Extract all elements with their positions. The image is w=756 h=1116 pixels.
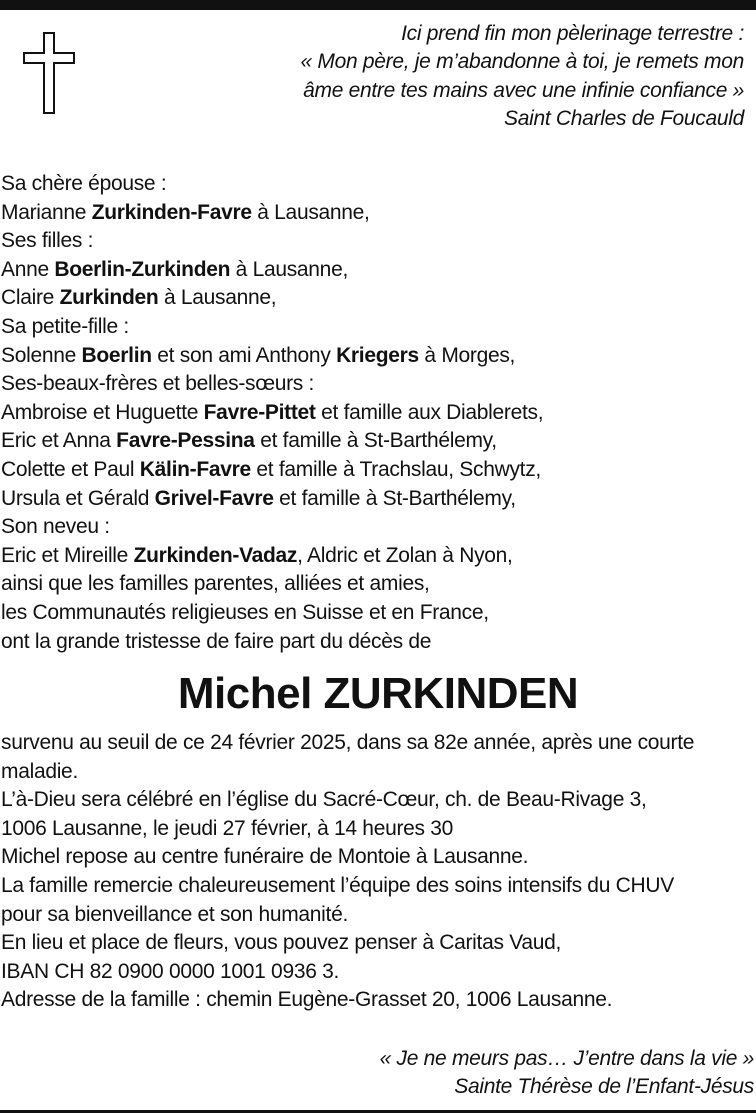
family-surname: Boerlin bbox=[81, 343, 152, 367]
family-line bbox=[1, 256, 751, 285]
family-text: et famille à St-Barthélemy, bbox=[254, 429, 497, 453]
details-line: IBAN CH 82 0900 0000 1001 0936 3. bbox=[1, 959, 340, 983]
details-line: maladie. bbox=[1, 759, 78, 783]
family-text: Sa petite-fille : bbox=[1, 314, 129, 338]
family-line bbox=[1, 427, 751, 456]
family-line bbox=[1, 570, 751, 599]
family-line bbox=[1, 513, 751, 542]
family-text: et son ami Anthony bbox=[151, 343, 337, 367]
announcement-details bbox=[1, 729, 753, 1015]
family-text: et famille à Trachslau, Schwytz, bbox=[250, 457, 541, 481]
family-text: à Lausanne, bbox=[158, 286, 277, 310]
family-line bbox=[1, 284, 751, 313]
family-surname: Kriegers bbox=[336, 343, 419, 367]
family-text: ont la grande tristesse de faire part du décès de bbox=[1, 629, 432, 653]
family-text: , Aldric et Zolan à Nyon, bbox=[297, 543, 513, 567]
family-surname: Zurkinden bbox=[59, 286, 159, 310]
family-line bbox=[1, 199, 751, 228]
family-line bbox=[1, 313, 751, 342]
family-text: Eric et Mireille bbox=[1, 543, 134, 567]
family-text: Ses filles : bbox=[1, 229, 94, 253]
family-text: Ambroise et Huguette bbox=[1, 400, 204, 424]
family-text: Marianne bbox=[1, 200, 92, 224]
family-text: à Lausanne, bbox=[251, 200, 370, 224]
top-border-rule bbox=[0, 0, 756, 10]
opening-quote-line: Ici prend fin mon pèlerinage terrestre : bbox=[401, 22, 744, 45]
family-line bbox=[1, 628, 751, 657]
family-text: Colette et Paul bbox=[1, 457, 140, 481]
family-text: Ursula et Gérald bbox=[1, 486, 155, 510]
family-text: les Communautés religieuses en Suisse et en France, bbox=[1, 600, 489, 624]
family-surname: Zurkinden-Vadaz bbox=[133, 543, 298, 567]
opening-quote-line: « Mon père, je m’abandonne à toi, je remets mon bbox=[300, 50, 744, 74]
closing-quote-line: « Je ne meurs pas… J’entre dans la vie » bbox=[379, 1047, 754, 1070]
family-text: Anne bbox=[1, 257, 55, 281]
family-surname: Grivel-Favre bbox=[154, 486, 274, 510]
opening-quote-line: âme entre tes mains avec une infinie confiance » bbox=[303, 78, 744, 102]
family-line bbox=[1, 342, 751, 371]
family-line bbox=[1, 399, 751, 428]
family-text: Claire bbox=[1, 286, 60, 310]
details-line: L’à-Dieu sera célébré en l’église du Sacré-Cœur, ch. de Beau-Rivage 3, bbox=[1, 788, 647, 812]
closing-quote bbox=[274, 1045, 754, 1101]
details-line: La famille remercie chaleureusement l’équipe des soins intensifs du CHUV bbox=[1, 873, 674, 897]
family-line bbox=[1, 542, 751, 571]
cross-icon bbox=[22, 32, 76, 114]
details-line: Michel repose au centre funéraire de Montoie à Lausanne. bbox=[1, 845, 529, 869]
details-line: survenu au seuil de ce 24 février 2025, dans sa 82e année, après une courte bbox=[1, 731, 695, 754]
family-surname: Kälin-Favre bbox=[139, 457, 251, 481]
family-text: Eric et Anna bbox=[1, 429, 117, 453]
family-line bbox=[1, 485, 751, 514]
family-announcement bbox=[1, 170, 751, 656]
details-line: En lieu et place de fleurs, vous pouvez penser à Caritas Vaud, bbox=[1, 931, 562, 955]
opening-quote-author: Saint Charles de Foucauld bbox=[504, 106, 744, 130]
family-surname: Zurkinden-Favre bbox=[91, 200, 252, 224]
details-line: pour sa bienveillance et son humanité. bbox=[1, 902, 348, 926]
details-line: Adresse de la famille : chemin Eugène-Grasset 20, 1006 Lausanne. bbox=[1, 988, 613, 1012]
family-line bbox=[1, 599, 751, 628]
details-line: 1006 Lausanne, le jeudi 27 février, à 14 heures 30 bbox=[1, 816, 454, 840]
opening-quote bbox=[264, 20, 744, 133]
family-text: et famille aux Diablerets, bbox=[315, 400, 544, 424]
family-line bbox=[1, 170, 751, 199]
family-text: à Morges, bbox=[418, 343, 516, 367]
family-surname: Boerlin-Zurkinden bbox=[54, 257, 231, 281]
family-text: Sa chère épouse : bbox=[1, 172, 167, 195]
family-text: à Lausanne, bbox=[230, 257, 348, 281]
family-surname: Favre-Pittet bbox=[203, 400, 316, 424]
family-text: Solenne bbox=[1, 343, 82, 367]
family-text: et famille à St-Barthélemy, bbox=[273, 486, 516, 510]
closing-quote-author: Sainte Thérèse de l’Enfant-Jésus bbox=[454, 1075, 754, 1098]
family-text: ainsi que les familles parentes, alliées et amies, bbox=[1, 572, 430, 596]
family-text: Son neveu : bbox=[1, 515, 110, 539]
family-text: Ses-beaux-frères et belles-sœurs : bbox=[1, 372, 315, 396]
family-line bbox=[1, 370, 751, 399]
family-line bbox=[1, 456, 751, 485]
bottom-border-rule bbox=[0, 1110, 756, 1113]
family-line bbox=[1, 227, 751, 256]
deceased-name: Michel ZURKINDEN bbox=[177, 669, 579, 718]
family-surname: Favre-Pessina bbox=[116, 429, 255, 453]
